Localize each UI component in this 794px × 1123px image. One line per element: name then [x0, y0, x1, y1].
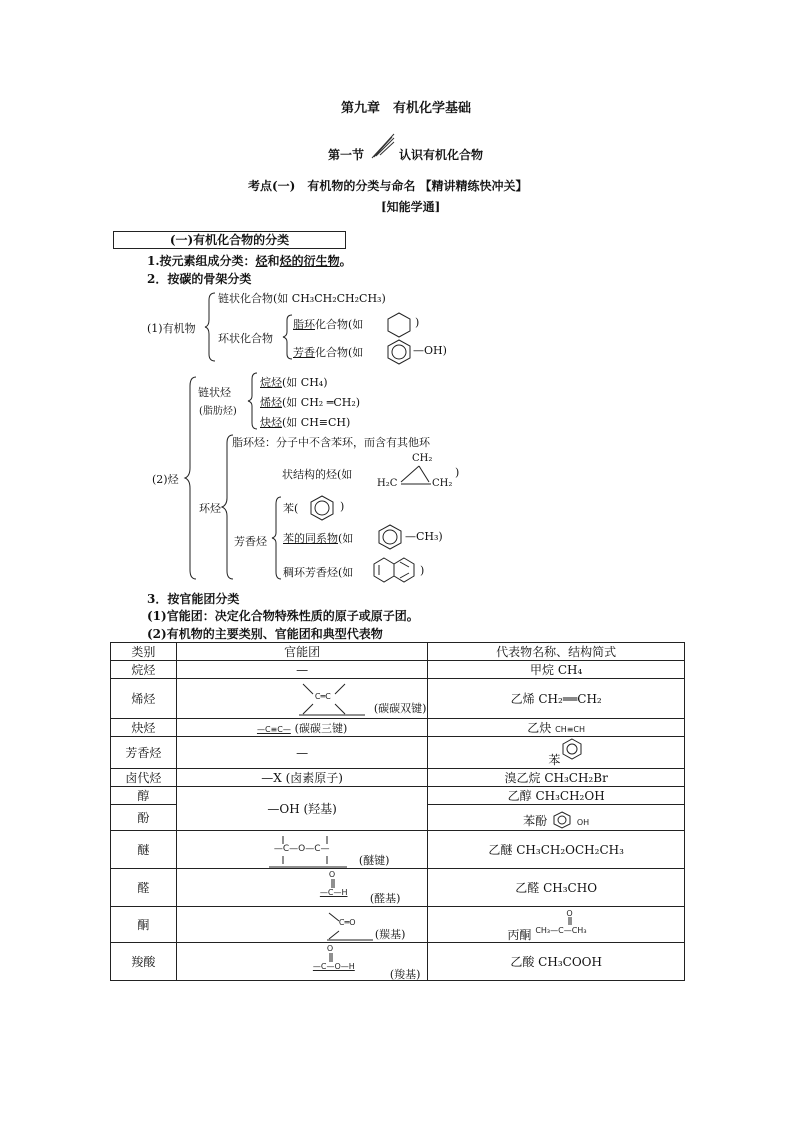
section-box: (一)有机化合物的分类 — [113, 231, 346, 249]
table-row: 醛 O —C—H (醛基) 乙醛 CH₃CHO — [111, 869, 685, 907]
tree2-aromatic: 芳香烃 — [234, 535, 267, 548]
tree1-root: (1)有机物 — [147, 322, 196, 335]
section-label: 第一节 — [328, 148, 365, 162]
brace-icon — [185, 376, 197, 580]
tree1-chain: 链状化合物(如 CH₃CH₂CH₂CH₃) — [218, 292, 386, 305]
functional-group-table — [110, 642, 685, 981]
cyclohexane-icon — [385, 311, 413, 339]
table-row: 醚 —C—O—C— (醚键) 乙醚 CH₃CH₂OCH₂CH₃ — [111, 831, 685, 869]
tree2-root: (2)烃 — [152, 473, 179, 486]
header-cell: 官能团 — [176, 643, 427, 661]
tree2-chain-sub: (脂肪烃) — [199, 406, 237, 417]
brace-icon — [205, 292, 217, 362]
benzene-ring-icon — [385, 338, 413, 366]
brace-icon — [283, 314, 293, 360]
table-row: 酚 苯酚 OH — [111, 805, 685, 831]
tree1-aromatic: 芳香化合物(如 — [293, 346, 364, 359]
paragraph-1: 1.按元素组成分类：烃和烃的衍生物。 — [147, 254, 352, 268]
table-row: 芳香烃 — 苯 — [111, 737, 685, 769]
cyclopropane-icon — [395, 464, 435, 486]
tree1-ring: 环状化合物 — [218, 332, 273, 345]
tree2-alicyclic-def: 脂环烃：分子中不含苯环，而含有其他环 — [232, 436, 430, 449]
paragraph-2: 2．按碳的骨架分类 — [147, 272, 252, 286]
benzene-ring-icon — [307, 494, 337, 522]
chapter-title: 第九章 有机化学基础 — [341, 101, 472, 116]
paragraph-3-1: (1)官能团：决定化合物特殊性质的原子或原子团。 — [147, 609, 419, 623]
table-row: 炔烃 —C≡C— (碳碳三键) 乙炔 CH≡CH — [111, 719, 685, 737]
header-cell: 类别 — [111, 643, 177, 661]
paragraph-3-2: (2)有机物的主要类别、官能团和典型代表物 — [147, 627, 383, 641]
header-cell: 代表物名称、结构简式 — [428, 643, 685, 661]
table-row: 醇 —OH (羟基) 乙醇 CH₃CH₂OH — [111, 787, 685, 805]
table-header-row — [111, 643, 685, 661]
tree1-alicyclic: 脂环化合物(如 — [293, 318, 364, 331]
paragraph-3: 3．按官能团分类 — [147, 592, 240, 606]
sub-title: [知能学通] — [381, 200, 441, 214]
section-title: 认识有机化合物 — [399, 148, 484, 162]
tree2-chain: 链状烃 — [198, 386, 231, 399]
table-row: 卤代烃 —X (卤素原子) 溴乙烷 CH₃CH₂Br — [111, 769, 685, 787]
tree2-homolog: 苯的同系物(如 — [283, 532, 354, 545]
quill-icon — [370, 132, 396, 160]
tree2-alkyne: 炔烃(如 CH≡CH) — [260, 416, 351, 429]
brace-icon — [272, 496, 282, 580]
brace-icon — [222, 434, 234, 580]
tree2-alkene: 烯烃(如 CH₂ ═CH₂) — [260, 396, 361, 409]
tree2-benzene: 苯( — [283, 502, 299, 515]
benzene-ring-icon — [375, 523, 405, 551]
table-row: 烷烃 — 甲烷 CH₄ — [111, 661, 685, 679]
benzene-ring-icon — [561, 738, 583, 760]
tree2-ring: 环烃 — [199, 502, 221, 515]
table-row: 羧酸 O —C—O—H (羧基) 乙酸 CH₃COOH — [111, 943, 685, 981]
table-row: 烯烃 C═C (碳碳双键) 乙烯 CH₂══CH₂ — [111, 679, 685, 719]
table-row: 酮 C═O (羰基) 丙酮 O CH₃—C—CH₃ — [111, 907, 685, 943]
brace-icon — [248, 372, 258, 430]
tree2-fused: 稠环芳香烃(如 — [283, 566, 354, 579]
topic-title: 考点(一) 有机物的分类与命名 【精讲精练快冲关】 — [248, 179, 528, 193]
ether-bond-structure — [269, 834, 349, 868]
naphthalene-icon — [372, 556, 418, 584]
benzene-ring-icon — [551, 811, 573, 829]
tree2-alkane: 烷烃(如 CH₄) — [260, 376, 328, 389]
